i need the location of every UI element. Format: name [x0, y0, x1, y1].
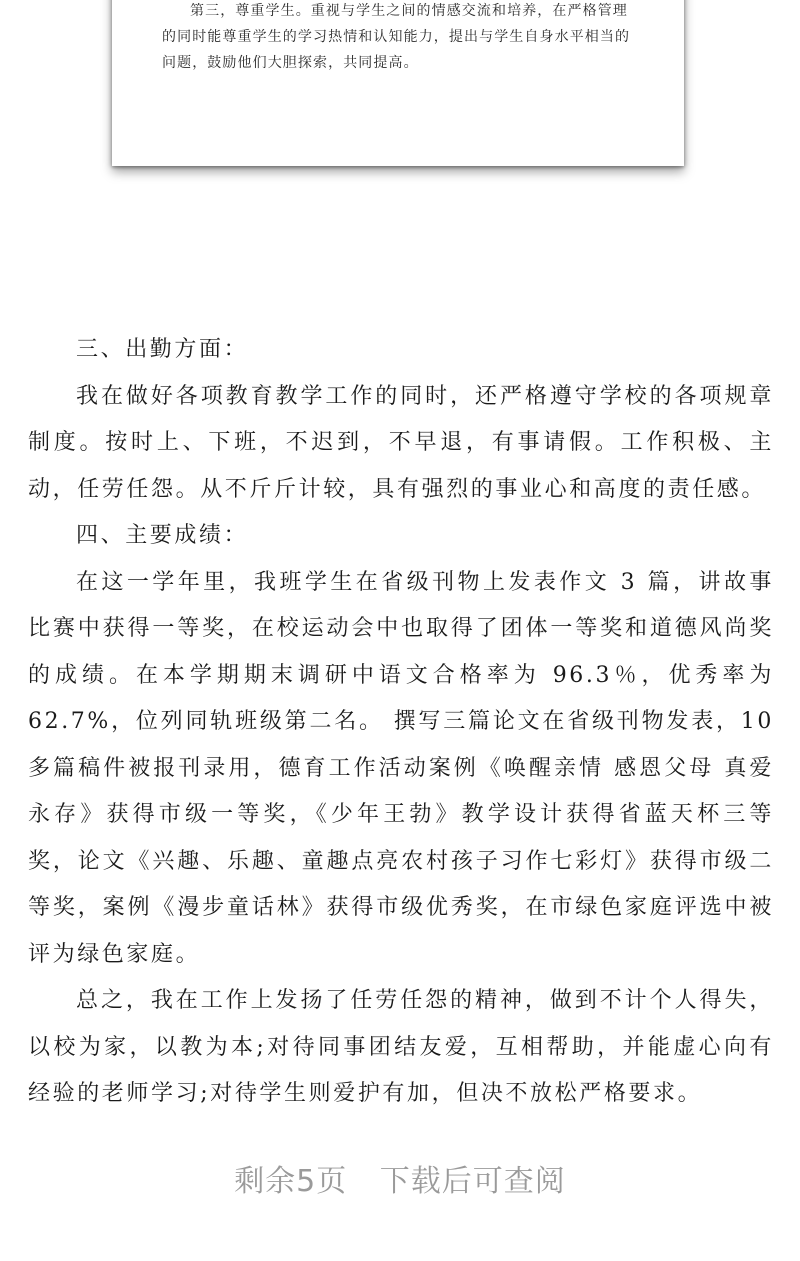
preview-page-card: [112, 0, 684, 166]
section-heading-attendance: 三、出勤方面：: [76, 337, 249, 362]
paragraph-summary: 总之，我在工作上发扬了任劳任怨的精神，做到不计个人得失，以校为家，以教为本;对待同事团结友爱，互相帮助，并能虚心向有经验的老师学习;对待学生则爱护有加，但决不放松严格要求。: [28, 988, 774, 1106]
remaining-pages-prompt[interactable]: 剩余5页 下载后可查阅: [234, 1164, 566, 1199]
paragraph-achievements: 在这一学年里，我班学生在省级刊物上发表作文 3 篇，讲故事比赛中获得一等奖，在校运动会中也取得了团体一等奖和道德风尚奖的成绩。在本学期期末调研中语文合格率为 96.3％，优秀率为 62.7%，位列同轨班级第二名。 撰写三篇论文在省级刊物发表，10 多篇稿件被报刊录用，德育工作活动案例《唤醒亲情 感恩父母 真爱永存》获得市级一等奖，《少年王勃》教学设计获得省蓝天杯三等奖，论文《兴趣、乐趣、童趣点亮农村孩子习作七彩灯》获得市级二等奖，案例《漫步童话林》获得市级优秀奖，在市绿色家庭评选中被评为绿色家庭。: [28, 569, 774, 967]
section-heading-achievements: 四、主要成绩：: [76, 523, 249, 548]
paragraph-attendance: 我在做好各项教育教学工作的同时，还严格遵守学校的各项规章制度。按时上、下班，不迟到，不早退，有事请假。工作积极、主动，任劳任怨。从不斤斤计较，具有强烈的事业心和高度的责任感。: [28, 383, 774, 502]
preview-card-text: 第三，尊重学生。重视与学生之间的情感交流和培养，在严格管理的同时能尊重学生的学习热情和认知能力，提出与学生自身水平相当的问题，鼓励他们大胆探索，共同提高。: [162, 3, 631, 71]
document-body: [28, 327, 774, 1118]
